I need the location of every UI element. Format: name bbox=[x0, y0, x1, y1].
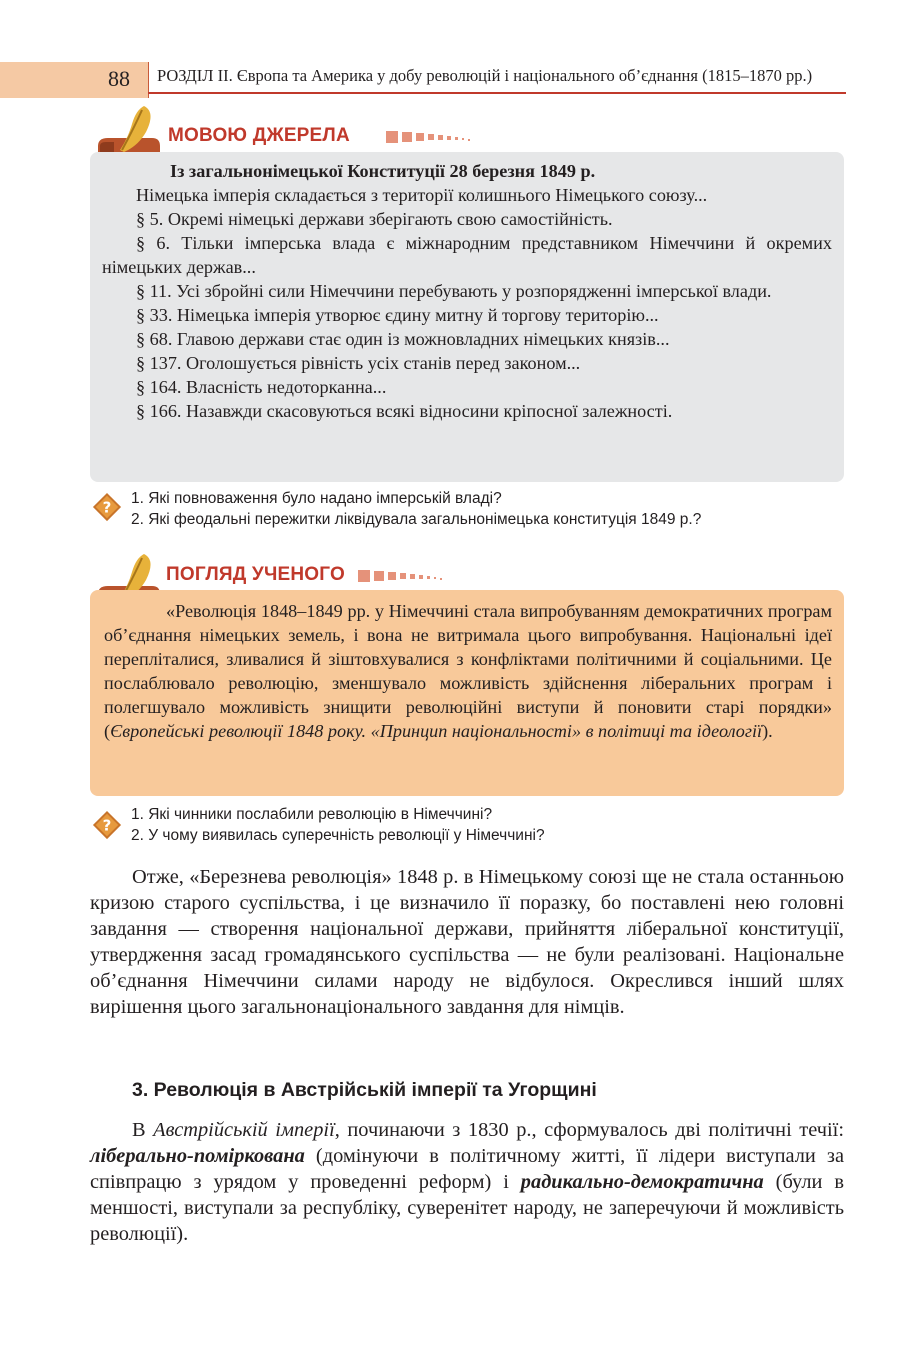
source-paragraph: § 33. Німецька імперія утворює єдину митну й торгову територію... bbox=[136, 305, 659, 325]
question-item: 2. У чому виявилась суперечність революції у Німеччині? bbox=[131, 827, 545, 844]
bold-italic-term: ліберально-поміркована bbox=[90, 1145, 305, 1167]
svg-text:?: ? bbox=[102, 498, 112, 517]
section-title: 3. Революція в Австрійській імперії та Угорщині bbox=[132, 1079, 597, 1101]
questions-list bbox=[131, 804, 545, 846]
ornament-decoration bbox=[356, 567, 466, 585]
source-text bbox=[102, 159, 832, 423]
question-diamond-icon bbox=[92, 492, 122, 522]
scholar-heading: ПОГЛЯД УЧЕНОГО bbox=[166, 564, 345, 585]
ornament-decoration bbox=[384, 128, 494, 146]
question-item: 1. Які повноваження було надано імперській владі? bbox=[131, 490, 502, 507]
body-paragraph: Отже, «Березнева революція» 1848 р. в Німецькому союзі ще не стала останньою кризою старого суспільства, і це визначило її поразку, бо поставлені нею головні завдання — створення національної держави, прийняття ліберальної конституції, утвердження засад громадянського суспільства — не були реалізовані. Національне об’єднання Німеччини силами народу не відбулося. Окреслився інший шлях вирішення цього загальнонаціонального завдання для німців. bbox=[90, 866, 844, 1018]
body-paragraph bbox=[90, 1117, 844, 1247]
italic-term: Австрійській імперії bbox=[153, 1119, 335, 1141]
svg-text:?: ? bbox=[102, 816, 112, 835]
source-paragraph: § 166. Назавжди скасовуються всякі відносини кріпосної залежності. bbox=[136, 401, 673, 421]
question-item: 2. Які феодальні пережитки ліквідувала загальнонімецька конституція 1849 р.? bbox=[131, 511, 702, 528]
text-run: (були в меншості, виступали за республіку, суверенітет народу, не заперечуючи й можливість революції). bbox=[90, 1171, 844, 1245]
source-paragraph: § 5. Окремі німецькі держави зберігають свою самостійність. bbox=[136, 209, 613, 229]
scholar-closing: ). bbox=[762, 721, 773, 741]
text-run: (домінуючи в політичному житті, її лідери виступали за співпрацю з урядом у проведенні реформ) і bbox=[90, 1145, 844, 1193]
text-run: В bbox=[132, 1119, 154, 1141]
source-paragraph: § 137. Оголошується рівність усіх станів перед законом... bbox=[136, 353, 581, 373]
scholar-citation: Європейські революції 1848 року. «Принцип національності» в політиці та ідеології bbox=[110, 721, 763, 741]
header-rule bbox=[148, 92, 846, 94]
source-paragraph: Німецька імперія складається з території колишнього Німецького союзу... bbox=[136, 185, 708, 205]
source-paragraph: § 6. Тільки імперська влада є міжнародним представником Німеччини й окремих німецьких держав... bbox=[102, 233, 832, 277]
source-title: Із загальнонімецької Конституції 28 березня 1849 р. bbox=[170, 161, 596, 181]
source-paragraph: § 68. Главою держави стає один із можновладних німецьких князів... bbox=[136, 329, 670, 349]
bold-italic-term: радикально-демократична bbox=[520, 1171, 764, 1193]
source-heading: МОВОЮ ДЖЕРЕЛА bbox=[168, 125, 350, 146]
question-diamond-icon bbox=[92, 810, 122, 840]
questions-list bbox=[131, 488, 701, 530]
running-title: РОЗДІЛ ІІ. Європа та Америка у добу революцій і національного об’єднання (1815–1870 рр.) bbox=[157, 66, 813, 85]
source-paragraph: § 11. Усі збройні сили Німеччини перебувають у розпорядженні імперської влади. bbox=[136, 281, 772, 301]
page-number: 88 bbox=[108, 66, 130, 91]
scholar-quote-text: «Революція 1848–1849 рр. у Німеччині стала випробуванням демократичних програм об’єднання німецьких земель, і вона не витримала цього випробування. Національні ідеї перепліталися, зливалися й зіштовхувалися з конфліктами політичними й соціальними. Це послаблювало революцію, зменшувало можливість здійснення ліберальних програм і полегшувало можливість знищити революційні виступи й поновити старі порядки» ( bbox=[104, 601, 832, 741]
source-paragraph: § 164. Власність недоторканна... bbox=[136, 377, 387, 397]
text-run: , починаючи з 1830 р., сформувалось дві політичні течії: bbox=[334, 1119, 844, 1141]
question-item: 1. Які чинники послабили революцію в Німеччині? bbox=[131, 806, 493, 823]
scholar-quote bbox=[104, 599, 832, 743]
